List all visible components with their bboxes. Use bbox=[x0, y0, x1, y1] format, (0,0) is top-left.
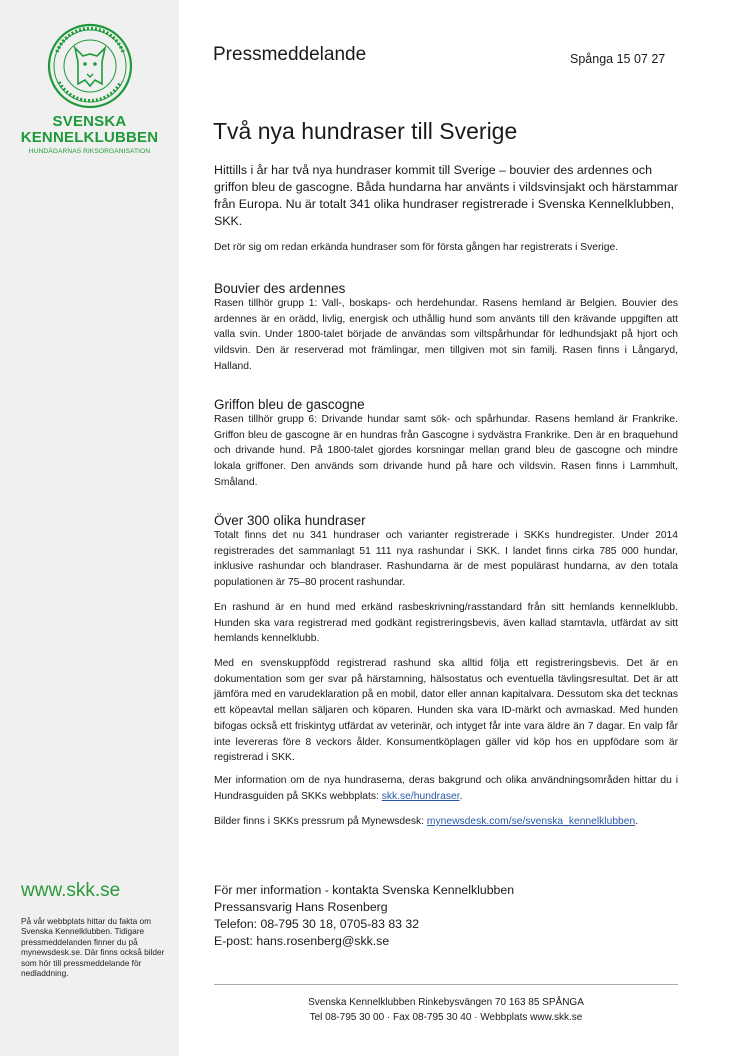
section-heading-bouvier: Bouvier des ardennes bbox=[214, 281, 346, 296]
section-body-bouvier: Rasen tillhör grupp 1: Vall-, boskaps- och herdehundar. Rasens hemland är Belgien. Bouvier des ardennes är en orädd, livlig, energisk och uthållig hund som använts till den krävande uppgiften att valla svin. Under 1800-talet började de användas som viltspårhundar för ledhundsjakt på hjort och vildsvin. Den är reserverad mot främlingar, men tillgiven mot sin familj. Rasen finns i Långaryd, Halland. bbox=[214, 298, 678, 372]
footer-address: Svenska Kennelklubben Rinkebysvängen 70 163 85 SPÅNGA bbox=[308, 997, 584, 1008]
footer bbox=[214, 996, 678, 1025]
sidebar-url[interactable]: www.skk.se bbox=[21, 880, 121, 901]
images-end: . bbox=[635, 816, 639, 827]
brand-name-line2: KENNELKLUBBEN bbox=[20, 129, 159, 146]
sidebar bbox=[0, 0, 179, 1056]
more-info-text: Mer information om de nya hundraserna, deras bakgrund och olika användningsområden hittar du i Hundrasguiden på SKKs webbplats: bbox=[214, 775, 678, 802]
section-paragraph-2: En rashund är en hund med erkänd rasbeskrivning/rasstandard från sitt hemlands kennelklubb. Hunden ska vara registrerad med godkänt registreringsbevis, även kallad stamtavla, utfärdat av sitt hemlands kennelklubb. bbox=[214, 602, 678, 645]
footer-contact: Tel 08-795 30 00 · Fax 08-795 30 40 · Webbplats www.skk.se bbox=[309, 1011, 583, 1023]
section-paragraph-1: Totalt finns det nu 341 hundraser och varianter registrerade i SKKs hundregister. Under 2014 registrerades det sammanlagt 51 111 nya rashundar i SKK. I landet finns cirka 785 000 hundar, inklusive rashundar och blandraser. Rashundarna är de mest populärast hundarna, av den totala populationen är 75–80 procent rashundar. bbox=[214, 530, 678, 589]
kennel-club-dog-emblem-icon bbox=[45, 22, 135, 110]
lead-paragraph: Hittills i år har två nya hundraser kommit till Sverige – bouvier des ardennes och griffon bleu de gascogne. Båda hundarna har använts i vildsvinsjakt och härstammar från Europa. Nu är totalt 341 olika hundraser registrerade i Svenska Kennelklubben, SKK. bbox=[214, 163, 679, 228]
section-heading-breeds: Över 300 olika hundraser bbox=[214, 513, 366, 528]
brand-name-line1: SVENSKA bbox=[52, 113, 127, 130]
doc-date: Spånga 15 07 27 bbox=[570, 52, 666, 66]
intro-paragraph: Det rör sig om redan erkända hundraser som för första gången har registrerats i Sverige. bbox=[214, 242, 619, 253]
section-paragraph-3: Med en svenskuppfödd registrerad rashund ska alltid följa ett registreringsbevis. Det är en dokumentation som ger svar på härstamning, hälsostatus och eventuella tävlingsresultat. Det är att jämföra med en varudeklaration på en mobil, dator eller annan kapitalvara. Dessutom ska det tecknas ett köpeavtal mellan säljaren och köparen. Hunden ska vara ID-märkt och avmaskad. Med hunden bifogas också ett friskintyg utfärdat av veterinär, och intyget får inte vara äldre än 7 dagar. En valp får inte levereras före 8 veckors ålder. Konsumentköplagen gäller vid köp hos en uppfödare som är registrerad i SKK. bbox=[214, 658, 678, 764]
brand-tagline: HUNDÄGARNAS RIKSORGANISATION bbox=[28, 148, 151, 155]
more-info-end: . bbox=[459, 790, 463, 802]
contact-line-intro: För mer information - kontakta Svenska Kennelklubben bbox=[214, 883, 515, 897]
hundraser-link[interactable]: skk.se/hundraser bbox=[381, 790, 460, 802]
images-paragraph bbox=[214, 814, 678, 830]
mynewsdesk-link[interactable]: mynewsdesk.com/se/svenska_kennelklubben bbox=[426, 816, 636, 827]
section-body-griffon: Rasen tillhör grupp 6: Drivande hundar samt sök- och spårhundar. Rasens hemland är Frankrike. Griffon bleu de gascogne är en hundras från Gascogne i sydvästra Frankrike. Den är en braquehund och drivande hund. På 1800-talet gjordes korsningar mellan grand bleu de gascogne och mindre lokala griffoner. Den används som drivande hund på hare och vildsvin. Rasen finns i Lammhult, Småland. bbox=[214, 414, 678, 488]
more-info-paragraph bbox=[214, 773, 678, 804]
page-title: Två nya hundraser till Sverige bbox=[213, 118, 518, 144]
footer-divider bbox=[214, 984, 678, 985]
sidebar-info-text: På vår webbplats hittar du fakta om Svenska Kennelklubben. Tidigare pressmeddelanden finner du på mynewsdesk.se. Där finns också bilder som hör till pressmeddelande för nedladdning. bbox=[21, 916, 165, 979]
images-text: Bilder finns i SKKs pressrum på Mynewsdesk: bbox=[214, 816, 427, 827]
contact-block bbox=[214, 882, 514, 950]
contact-line-person: Pressansvarig Hans Rosenberg bbox=[214, 900, 388, 914]
doc-type-title: Pressmeddelande bbox=[213, 44, 367, 65]
contact-line-phone: Telefon: 08-795 30 18, 0705-83 83 32 bbox=[214, 917, 420, 931]
section-heading-griffon: Griffon bleu de gascogne bbox=[214, 397, 365, 412]
logo bbox=[0, 22, 179, 156]
contact-line-email: E-post: hans.rosenberg@skk.se bbox=[214, 934, 390, 948]
